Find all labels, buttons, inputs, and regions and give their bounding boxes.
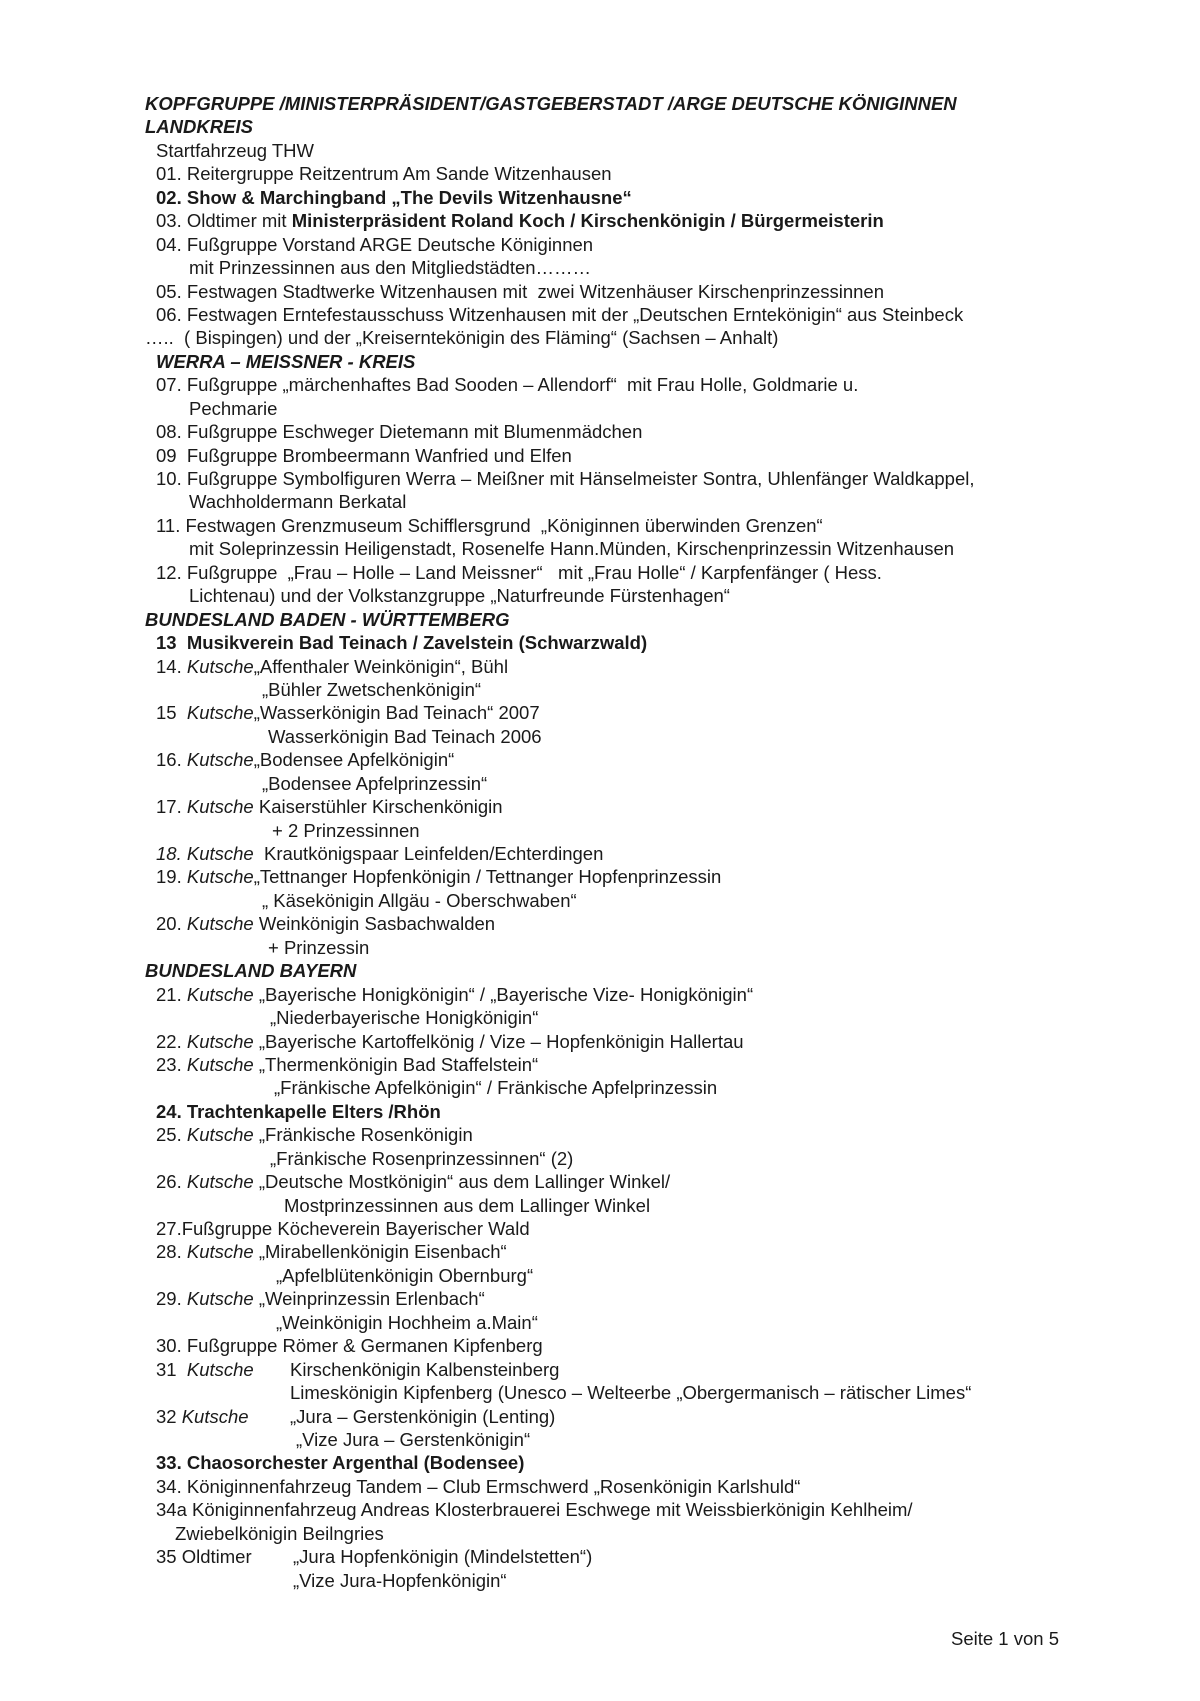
list-item-continuation: mit Soleprinzessin Heiligenstadt, Rosenelfe Hann.Münden, Kirschenprinzessin Witzenhausen — [189, 538, 955, 560]
list-item: Startfahrzeug THW — [156, 139, 314, 161]
list-item-text: „Jura Hopfenkönigin (Mindelstetten“) — [293, 1546, 593, 1568]
section-heading: BUNDESLAND BADEN - WÜRTTEMBERG — [145, 608, 510, 630]
list-item-text: Kirschenkönigin Kalbensteinberg — [290, 1358, 560, 1380]
vehicle-type: Kutsche — [186, 749, 254, 771]
item-number: 31 — [156, 1358, 187, 1380]
vehicle-type: Kutsche — [186, 983, 254, 1005]
list-item-continuation — [145, 678, 1145, 701]
list-item: 09 Fußgruppe Brombeermann Wanfried und Elfen — [156, 444, 572, 466]
list-item-text: „Affenthaler Weinkönigin“, Bühl — [253, 655, 509, 677]
list-item-text: „Fränkische Apfelkönigin“ / Fränkische Apfelprinzessin — [274, 1077, 718, 1099]
vehicle-type: Kutsche — [186, 913, 254, 935]
list-item — [145, 655, 1145, 678]
item-number: 26. — [156, 1171, 187, 1193]
list-item-text: Kaiserstühler Kirschenkönigin — [253, 796, 503, 818]
list-item-text: „Bodensee Apfelprinzessin“ — [262, 772, 488, 794]
list-item-text: „ Käsekönigin Allgäu - Oberschwaben“ — [262, 889, 577, 911]
list-item — [145, 1358, 1145, 1381]
list-item: 07. Fußgruppe „märchenhaftes Bad Sooden – Allendorf“ mit Frau Holle, Goldmarie u. — [156, 374, 859, 396]
vehicle-type: Kutsche — [186, 866, 254, 888]
list-item: 04. Fußgruppe Vorstand ARGE Deutsche Königinnen — [156, 233, 594, 255]
list-item — [145, 209, 1145, 232]
list-item — [145, 842, 1145, 865]
list-item-continuation — [145, 772, 1145, 795]
list-item: 27.Fußgruppe Köcheverein Bayerischer Wald — [156, 1218, 530, 1239]
list-item-continuation — [145, 1522, 1145, 1545]
list-item-text: „Bodensee Apfelkönigin“ — [253, 749, 455, 771]
item-number: 19. — [156, 866, 187, 888]
list-item-text: „Niederbayerische Honigkönigin“ — [270, 1007, 539, 1029]
list-item — [145, 1030, 1145, 1053]
list-item — [145, 1053, 1145, 1076]
list-item-continuation — [145, 936, 1145, 959]
list-item-continuation — [145, 725, 1145, 748]
section-heading: KOPFGRUPPE /MINISTERPRÄSIDENT/GASTGEBERSTADT /ARGE DEUTSCHE KÖNIGINNEN — [145, 93, 957, 114]
list-item-text: + Prinzessin — [268, 936, 370, 958]
vehicle-type: Kutsche — [186, 1053, 254, 1075]
list-item — [145, 983, 1145, 1006]
list-item-text: „Deutsche Mostkönigin“ aus dem Lallinger Winkel/ — [253, 1171, 671, 1193]
list-item — [145, 795, 1145, 818]
list-item-continuation — [145, 889, 1145, 912]
list-item-continuation — [145, 819, 1145, 842]
list-item-continuation — [145, 1006, 1145, 1029]
list-item-continuation — [145, 1381, 1145, 1404]
item-number: 29. — [156, 1288, 187, 1310]
item-number: 15 — [156, 702, 187, 724]
list-item — [145, 865, 1145, 888]
list-item: 34a Königinnenfahrzeug Andreas Klosterbrauerei Eschwege mit Weissbierkönigin Kehlheim/ — [156, 1499, 913, 1521]
list-item-continuation: Lichtenau) und der Volkstanzgruppe „Naturfreunde Fürstenhagen“ — [189, 585, 730, 607]
list-item: 24. Trachtenkapelle Elters /Rhön — [156, 1100, 441, 1122]
list-item-continuation — [145, 1428, 1145, 1451]
vehicle-type: Kutsche — [186, 1288, 254, 1310]
list-item-continuation — [145, 1569, 1145, 1592]
list-item-text: „Fränkische Rosenprinzessinnen“ (2) — [270, 1147, 574, 1169]
vehicle-type: Kutsche — [186, 1358, 254, 1380]
item-number: 16. — [156, 749, 187, 771]
list-item-text: Mostprinzessinnen aus dem Lallinger Winkel — [284, 1194, 651, 1216]
list-item-text: „Mirabellenkönigin Eisenbach“ — [253, 1241, 507, 1263]
item-number: 35 Oldtimer — [156, 1546, 252, 1568]
list-item-continuation: ….. ( Bispingen) und der „Kreiserntekönigin des Fläming“ (Sachsen – Anhalt) — [145, 327, 779, 349]
list-item-continuation — [145, 1194, 1145, 1217]
list-item: 33. Chaosorchester Argenthal (Bodensee) — [156, 1452, 525, 1474]
section-heading: LANDKREIS — [145, 116, 253, 138]
vehicle-type: Kutsche — [186, 1030, 254, 1052]
item-number: 32 — [156, 1405, 182, 1427]
list-item — [145, 748, 1145, 771]
list-item: 02. Show & Marchingband „The Devils Witzenhausne“ — [156, 186, 632, 208]
list-item-continuation — [145, 1076, 1145, 1099]
list-item-text: 03. Oldtimer mit — [156, 210, 292, 232]
list-item-continuation: Pechmarie — [189, 397, 278, 419]
list-item: 05. Festwagen Stadtwerke Witzenhausen mit zwei Witzenhäuser Kirschenprinzessinnen — [156, 280, 885, 302]
list-item-text: Krautkönigspaar Leinfelden/Echterdingen — [253, 843, 604, 864]
item-number: 14. — [156, 655, 187, 677]
list-item — [145, 1170, 1145, 1193]
page-number: Seite 1 von 5 — [951, 1628, 1059, 1649]
list-item-text: „Wasserkönigin Bad Teinach“ 2007 — [253, 702, 540, 724]
vehicle-type: Kutsche — [186, 1241, 254, 1263]
vehicle-type: Kutsche — [181, 1405, 249, 1427]
list-item-text: Ministerpräsident Roland Koch / Kirschenkönigin / Bürgermeisterin — [291, 210, 884, 232]
item-number: 21. — [156, 983, 187, 1005]
list-item-text: Zwiebelkönigin Beilngries — [175, 1522, 384, 1544]
list-item — [145, 1240, 1145, 1263]
list-item: 13 Musikverein Bad Teinach / Zavelstein (Schwarzwald) — [156, 632, 648, 654]
list-item-continuation: Wachholdermann Berkatal — [189, 491, 407, 513]
item-number: 23. — [156, 1053, 187, 1075]
list-item: 12. Fußgruppe „Frau – Holle – Land Meissner“ mit „Frau Holle“ / Karpfenfänger ( Hess. — [156, 561, 882, 583]
list-item-text: „Tettnanger Hopfenkönigin / Tettnanger Hopfenprinzessin — [253, 866, 722, 888]
list-item-continuation: mit Prinzessinnen aus den Mitgliedstädten……… — [189, 257, 592, 279]
list-item: 30. Fußgruppe Römer & Germanen Kipfenberg — [156, 1335, 543, 1357]
vehicle-type: Kutsche — [186, 702, 254, 724]
list-item-text: + 2 Prinzessinnen — [272, 819, 420, 841]
section-heading: BUNDESLAND BAYERN — [145, 960, 357, 982]
section-heading: WERRA – MEISSNER - KREIS — [156, 350, 416, 372]
list-item-text: „Bühler Zwetschenkönigin“ — [262, 678, 482, 700]
item-number: 18. Kutsche — [156, 843, 254, 864]
item-number: 25. — [156, 1124, 187, 1146]
list-item-text: Wasserkönigin Bad Teinach 2006 — [268, 725, 542, 747]
list-item: 01. Reitergruppe Reitzentrum Am Sande Witzenhausen — [156, 163, 612, 185]
list-item-text: „Vize Jura – Gerstenkönigin“ — [296, 1428, 531, 1450]
list-item — [145, 912, 1145, 935]
vehicle-type: Kutsche — [186, 796, 254, 818]
vehicle-type: Kutsche — [186, 1124, 254, 1146]
list-item-continuation — [145, 1147, 1145, 1170]
list-item: 10. Fußgruppe Symbolfiguren Werra – Meißner mit Hänselmeister Sontra, Uhlenfänger Waldkappel, — [156, 468, 975, 489]
list-item — [145, 701, 1145, 724]
item-number: 22. — [156, 1030, 187, 1052]
list-item-text: „Apfelblütenkönigin Obernburg“ — [276, 1264, 534, 1286]
list-item-text: „Bayerische Kartoffelkönig / Vize – Hopfenkönigin Hallertau — [253, 1030, 744, 1052]
vehicle-type: Kutsche — [186, 1171, 254, 1193]
list-item: 08. Fußgruppe Eschweger Dietemann mit Blumenmädchen — [156, 421, 643, 443]
list-item: 34. Königinnenfahrzeug Tandem – Club Ermschwerd „Rosenkönigin Karlshuld“ — [156, 1475, 801, 1497]
list-item-text: „Jura – Gerstenkönigin (Lenting) — [290, 1405, 556, 1427]
parade-list — [145, 92, 1145, 1592]
item-number: 17. — [156, 796, 187, 818]
list-item — [145, 1545, 1145, 1568]
list-item-text: „Weinprinzessin Erlenbach“ — [253, 1288, 485, 1310]
list-item-text: „Weinkönigin Hochheim a.Main“ — [276, 1311, 538, 1333]
list-item-text: „Vize Jura-Hopfenkönigin“ — [293, 1569, 507, 1591]
list-item: 11. Festwagen Grenzmuseum Schifflersgrund „Königinnen überwinden Grenzen“ — [156, 514, 823, 536]
item-number: 20. — [156, 913, 187, 935]
list-item — [145, 1405, 1145, 1428]
list-item-continuation — [145, 1264, 1145, 1287]
list-item — [145, 1287, 1145, 1310]
list-item-text: „Bayerische Honigkönigin“ / „Bayerische Vize- Honigkönigin“ — [253, 983, 754, 1005]
item-number: 28. — [156, 1241, 187, 1263]
list-item — [145, 1123, 1145, 1146]
list-item-text: „Fränkische Rosenkönigin — [253, 1124, 473, 1146]
list-item-text: „Thermenkönigin Bad Staffelstein“ — [253, 1053, 539, 1075]
vehicle-type: Kutsche — [186, 655, 254, 677]
list-item: 06. Festwagen Erntefestausschuss Witzenhausen mit der „Deutschen Erntekönigin“ aus Steinbeck — [156, 303, 964, 325]
list-item-text: Weinkönigin Sasbachwalden — [253, 913, 496, 935]
list-item-text: Limeskönigin Kipfenberg (Unesco – Welteerbe „Obergermanisch – rätischer Limes“ — [290, 1382, 972, 1404]
list-item-continuation — [145, 1311, 1145, 1334]
